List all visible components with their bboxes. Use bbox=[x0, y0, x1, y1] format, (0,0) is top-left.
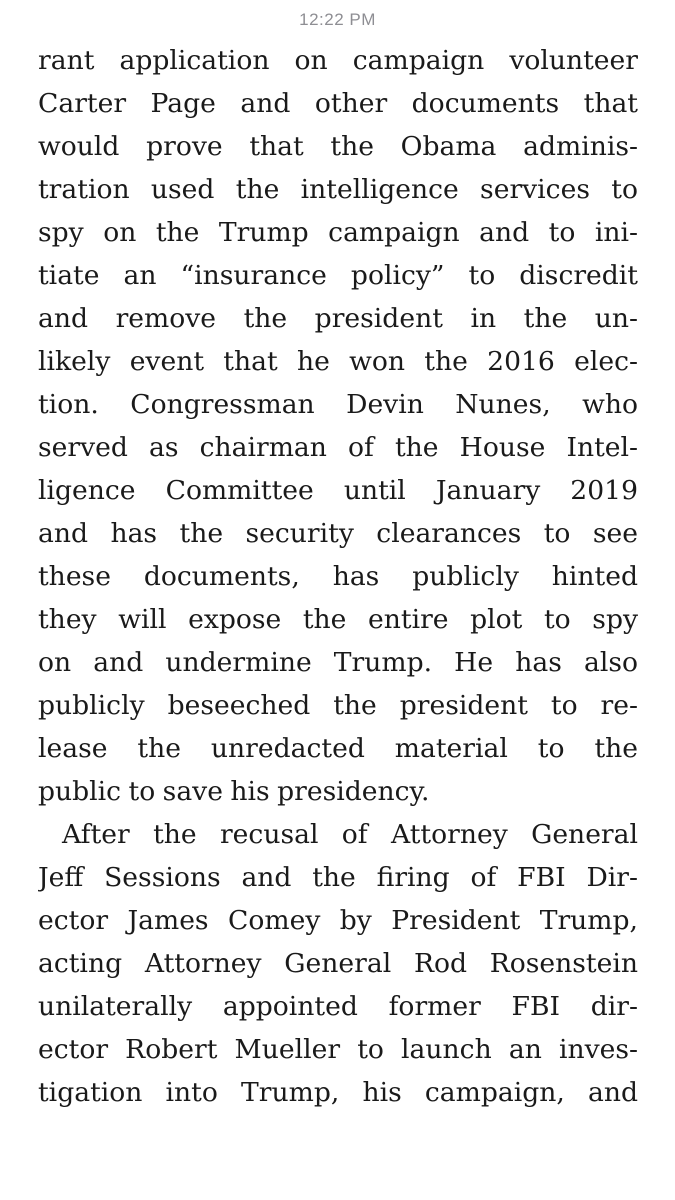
text-line: After the recusal of Attorney General bbox=[62, 819, 638, 850]
status-time: 12:22 PM bbox=[299, 10, 376, 29]
text-line: and remove the president in the un- bbox=[38, 303, 638, 334]
reader-page[interactable] bbox=[38, 39, 638, 1114]
text-line: spy on the Trump campaign and to ini- bbox=[38, 217, 638, 248]
text-line: tration used the intelligence services to bbox=[38, 174, 638, 205]
status-bar bbox=[0, 0, 675, 40]
text-line: acting Attorney General Rod Rosenstein bbox=[38, 948, 638, 979]
text-line: ligence Committee until January 2019 bbox=[38, 475, 638, 506]
text-line: ector James Comey by President Trump, bbox=[38, 905, 638, 936]
text-line: Jeff Sessions and the firing of FBI Dir- bbox=[38, 862, 638, 893]
text-line: likely event that he won the 2016 elec- bbox=[38, 346, 638, 377]
text-line: these documents, has publicly hinted bbox=[38, 561, 638, 592]
text-line: public to save his presidency. bbox=[38, 776, 430, 807]
text-line: unilaterally appointed former FBI dir- bbox=[38, 991, 638, 1022]
text-line: rant application on campaign volunteer bbox=[38, 45, 638, 76]
text-line: lease the unredacted material to the bbox=[38, 733, 638, 764]
text-paragraph bbox=[38, 39, 638, 813]
text-line: served as chairman of the House Intel- bbox=[38, 432, 638, 463]
text-line: they will expose the entire plot to spy bbox=[38, 604, 638, 635]
text-line: ector Robert Mueller to launch an inves- bbox=[38, 1034, 638, 1065]
text-line: tigation into Trump, his campaign, and bbox=[38, 1077, 638, 1108]
text-line: on and undermine Trump. He has also bbox=[38, 647, 638, 678]
text-line: and has the security clearances to see bbox=[38, 518, 638, 549]
text-paragraph bbox=[38, 813, 638, 1114]
text-line: Carter Page and other documents that bbox=[38, 88, 638, 119]
text-line: would prove that the Obama adminis- bbox=[38, 131, 638, 162]
text-line: tion. Congressman Devin Nunes, who bbox=[38, 389, 638, 420]
text-line: publicly beseeched the president to re- bbox=[38, 690, 638, 721]
text-line: tiate an “insurance policy” to discredit bbox=[38, 260, 638, 291]
